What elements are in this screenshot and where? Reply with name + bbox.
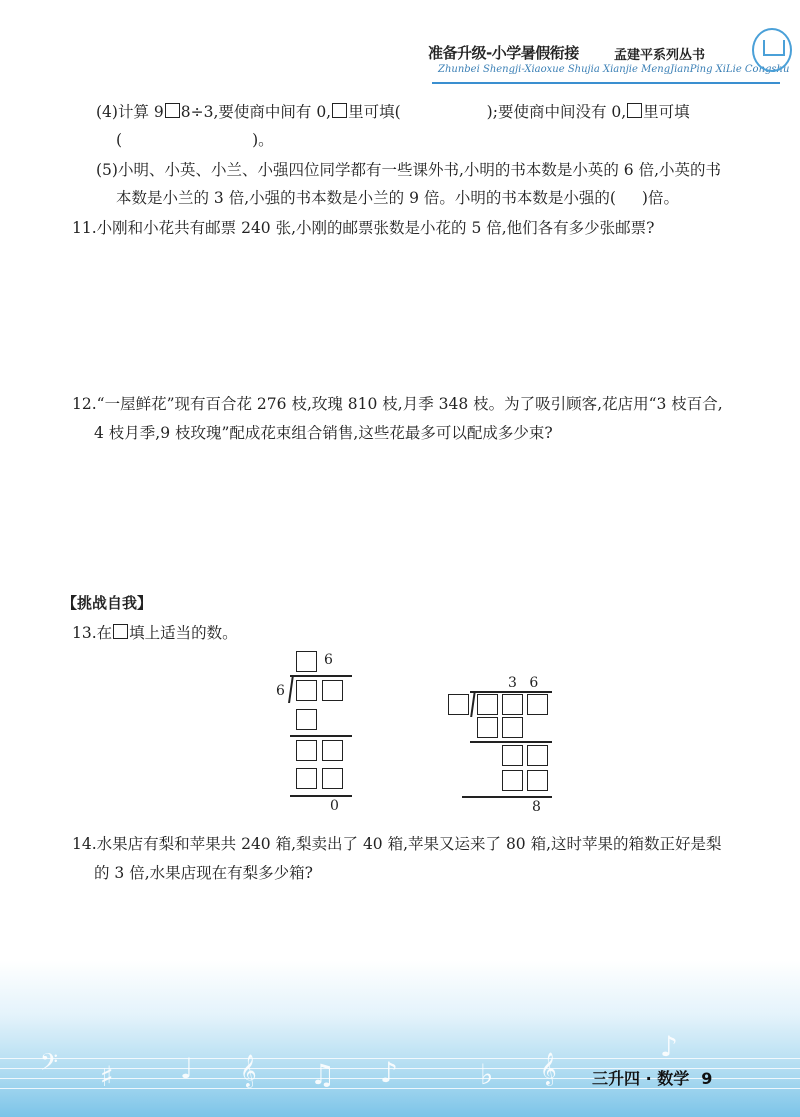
- q10-4-text-c: 里可填(: [348, 103, 401, 121]
- footer-banner: [0, 960, 800, 1117]
- digit-box[interactable]: [296, 768, 317, 789]
- digit-box[interactable]: [322, 740, 343, 761]
- digit-box[interactable]: [477, 694, 498, 715]
- digit-box[interactable]: [527, 694, 548, 715]
- digit-box[interactable]: [477, 717, 498, 738]
- blank-box: [113, 624, 128, 639]
- digit-box[interactable]: [322, 680, 343, 701]
- q10-4-line2: [116, 128, 274, 150]
- subtract-line: [290, 735, 352, 737]
- page-footer: [592, 1066, 712, 1089]
- digit-box[interactable]: [296, 740, 317, 761]
- division-bracket: [288, 675, 293, 703]
- book-logo-icon: [752, 28, 792, 72]
- q10-5-text-a: 本数是小兰的 3 倍,小强的书本数是小兰的 9 倍。小明的书本数是小强的(: [116, 189, 616, 207]
- note-icon: ♪: [380, 1056, 398, 1089]
- sharp-icon: ♯: [100, 1060, 114, 1093]
- digit-box[interactable]: [502, 694, 523, 715]
- treble-clef-icon: 𝄞: [540, 1052, 557, 1085]
- question-14-line1: 14.水果店有梨和苹果共 240 箱,梨卖出了 40 箱,苹果又运来了 80 箱,这时苹果的箱数正好是梨: [72, 835, 722, 853]
- staff-line: [0, 1058, 800, 1059]
- q10-4-text-d: );要使商中间没有 0,: [486, 103, 627, 121]
- page-number: 9: [701, 1069, 713, 1088]
- header-pinyin: Zhunbei Shengji-Xiaoxue Shujia Xianjie MengJianPing XiLie Congshu: [438, 64, 790, 75]
- digit-box[interactable]: [296, 680, 317, 701]
- section-title: 【挑战自我】: [62, 594, 153, 612]
- remainder: 0: [330, 798, 339, 814]
- digit-box[interactable]: [448, 694, 469, 715]
- division-bracket: [470, 691, 475, 717]
- header-divider: [432, 82, 780, 84]
- digit-box[interactable]: [502, 770, 523, 791]
- question-11: 11.小刚和小花共有邮票 240 张,小刚的邮票张数是小花的 5 倍,他们各有多少张邮票?: [72, 219, 655, 237]
- quotient-digits: 3 6: [508, 675, 543, 691]
- digit-box[interactable]: [322, 768, 343, 789]
- header-title: 准备升级-小学暑假衔接: [428, 44, 579, 62]
- digit-box[interactable]: [527, 745, 548, 766]
- treble-clef-icon: 𝄞: [240, 1054, 257, 1087]
- flat-icon: ♭: [480, 1058, 494, 1091]
- division-bar: [470, 691, 552, 693]
- subtract-line: [462, 796, 552, 798]
- note-icon: ♪: [660, 1030, 678, 1063]
- footer-label: 三升四 · 数学: [592, 1069, 690, 1088]
- digit-box[interactable]: [502, 717, 523, 738]
- bass-clef-icon: 𝄢: [40, 1048, 59, 1081]
- q10-5-line1: (5)小明、小英、小兰、小强四位同学都有一些课外书,小明的书本数是小英的 6 倍,小英的书: [96, 161, 722, 179]
- digit-box[interactable]: [502, 745, 523, 766]
- q10-5-line2: [116, 186, 679, 208]
- q10-4-text-e: 里可填: [643, 103, 690, 121]
- q10-4-text-g: )。: [252, 131, 274, 149]
- digit-box[interactable]: [296, 709, 317, 730]
- question-12-line2: 4 枝月季,9 枝玫瑰”配成花束组合销售,这些花最多可以配成多少束?: [94, 424, 553, 442]
- question-12-line1: 12.“一屋鲜花”现有百合花 276 枝,玫瑰 810 枝,月季 348 枝。为了吸引顾客,花店用“3 枝百合,: [72, 395, 723, 413]
- division-bar: [290, 675, 352, 677]
- q10-4-text-b: 8÷3,要使商中间有 0,: [180, 103, 332, 121]
- q10-4-line1: [96, 100, 690, 122]
- note-icon: ♩: [180, 1052, 194, 1085]
- q10-4-text-a: (4)计算 9: [96, 103, 164, 121]
- blank-box: [165, 103, 180, 118]
- q13-text-b: 填上适当的数。: [129, 624, 238, 642]
- digit-box[interactable]: [296, 651, 317, 672]
- q10-5-text-b: )倍。: [641, 189, 679, 207]
- q13-text-a: 13.在: [72, 624, 113, 642]
- question-13: [72, 621, 238, 643]
- subtract-line: [470, 741, 552, 743]
- blank-box: [627, 103, 642, 118]
- divisor: 6: [276, 683, 285, 699]
- q10-4-text-f: (: [116, 131, 123, 149]
- subtract-line: [290, 795, 352, 797]
- question-14-line2: 的 3 倍,水果店现在有梨多少箱?: [94, 864, 313, 882]
- header-series: 孟建平系列丛书: [614, 48, 706, 63]
- remainder: 8: [532, 799, 541, 815]
- quotient-digit: 6: [324, 652, 333, 668]
- blank-box: [332, 103, 347, 118]
- digit-box[interactable]: [527, 770, 548, 791]
- note-icon: ♫: [310, 1058, 336, 1091]
